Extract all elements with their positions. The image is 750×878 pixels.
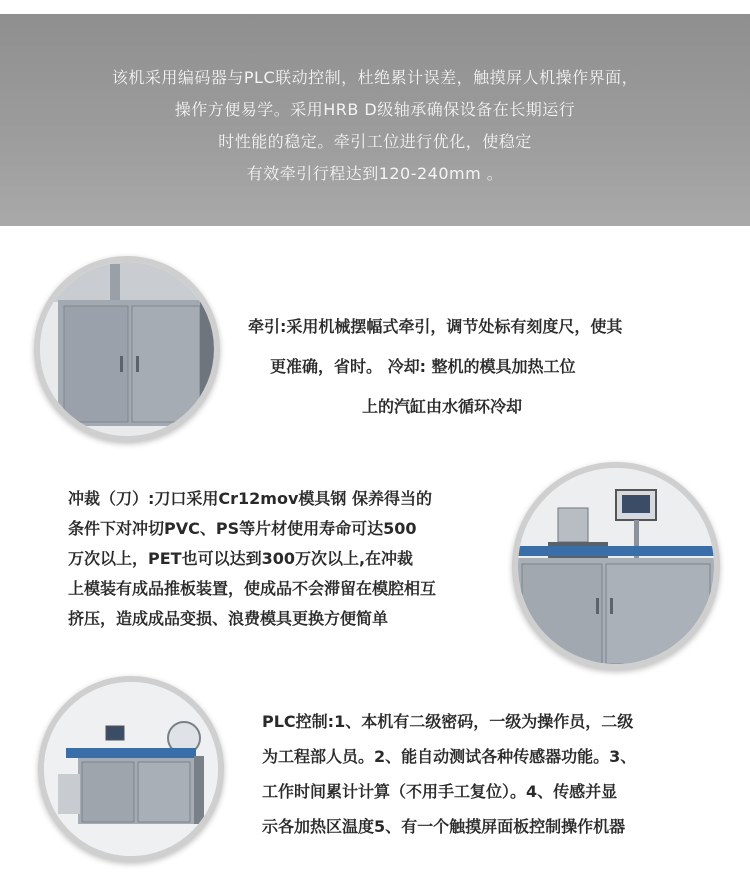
punching-photo — [512, 462, 720, 670]
traction-cooling-description — [240, 307, 720, 427]
intro-line: 有效牵引行程达到120-240mm 。 — [246, 164, 504, 183]
description-line: 牵引:采用机械摆幅式牵引，调节处标有刻度尺，使其 — [248, 317, 623, 336]
description-line: 万次以上，PET也可以达到300万次以上,在冲裁 — [68, 549, 414, 568]
description-line: 冲裁（刀）:刀口采用Cr12mov模具钢 保养得当的 — [68, 489, 432, 508]
intro-line: 时性能的稳定。牵引工位进行优化，使稳定 — [218, 132, 532, 151]
punching-description — [68, 484, 528, 634]
description-line: 上模装有成品推板装置，使成品不会滞留在模腔相互 — [68, 579, 437, 598]
description-line: PLC控制:1、本机有二级密码，一级为操作员，二级 — [262, 712, 634, 731]
description-line: 上的汽缸由水循环冷却 — [362, 397, 523, 416]
plc-description — [262, 704, 732, 844]
description-line: 工作时间累计计算（不用手工复位）。4、传感并显 — [262, 782, 618, 801]
plc-photo — [38, 676, 224, 862]
traction-photo — [34, 256, 220, 442]
intro-text — [0, 62, 750, 190]
intro-banner — [0, 14, 750, 226]
intro-line: 操作方便易学。采用HRB D级轴承确保设备在长期运行 — [174, 100, 576, 119]
intro-line: 该机采用编码器与PLC联动控制，杜绝累计误差，触摸屏人机操作界面， — [111, 68, 639, 87]
full-machine-illustration — [44, 682, 218, 856]
description-line: 条件下对冲切PVC、PS等片材使用寿命可达500 — [68, 519, 417, 538]
description-line: 更准确，省时。 冷却: 整机的模具加热工位 — [270, 357, 576, 376]
description-line: 示各加热区温度5、有一个触摸屏面板控制操作机器 — [262, 817, 626, 836]
punching-station-illustration — [518, 468, 714, 664]
description-line: 挤压，造成成品变损、浪费模具更换方便简单 — [68, 609, 389, 628]
machine-cabinet-illustration — [40, 262, 214, 436]
description-line: 为工程部人员。2、能自动测试各种传感器功能。3、 — [262, 747, 637, 766]
